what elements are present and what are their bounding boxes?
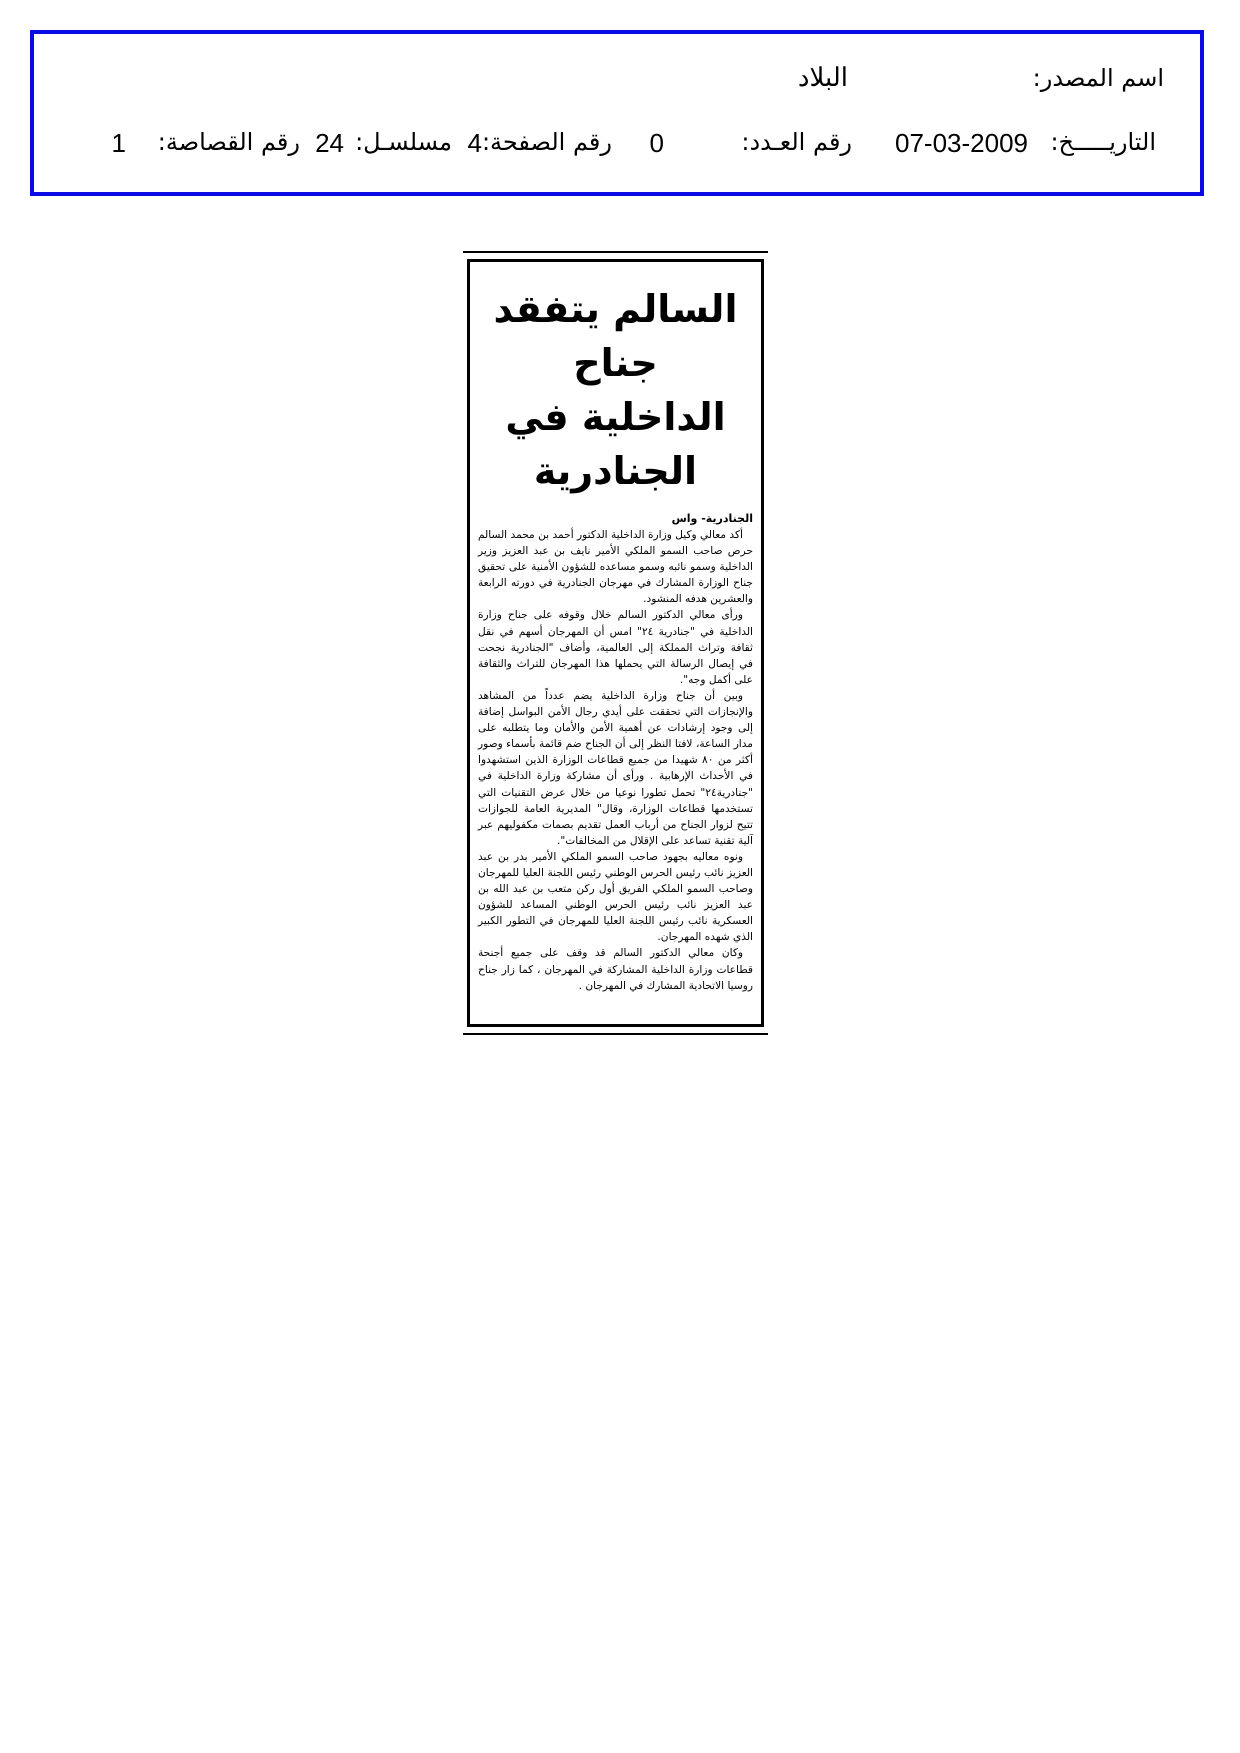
issue-value: 0 bbox=[649, 128, 664, 158]
article-headline bbox=[478, 282, 753, 498]
article-paragraph-1: أكد معالي وكيل وزارة الداخلية الدكتور أحمد بن محمد السالم حرص صاحب السمو الملكي الأمير نايف بن عبد العزيز وزير الداخلية وسمو نائبه وسمو مساعده للشؤون الأمنية على تحقيق جناح الوزارة المشارك في مهرجان الجنادرية في دورته الرابعة والعشرين هدفه المنشود. bbox=[478, 529, 753, 606]
article-paragraph-2: ورأى معالي الدكتور السالم خلال وقوفه على جناح وزارة الداخلية في "جنادرية ٢٤" امس أن المهرجان أسهم في نقل ثقافة وتراث المملكة إلى العالمية، وأضاف "الجنادرية نجحت في إيصال الرسالة التي يحملها هذا المهرجان للتراث والثقافة على أكمل وجه". bbox=[478, 609, 753, 686]
issue-label: رقم العـدد: bbox=[741, 128, 852, 156]
clip-top-rule bbox=[463, 251, 768, 253]
clipping-info-header bbox=[30, 30, 1204, 196]
article-dateline: الجنادرية- واس bbox=[671, 512, 753, 525]
clip-number-value: 1 bbox=[111, 128, 126, 158]
page-value: 4 bbox=[467, 128, 482, 158]
article-frame bbox=[467, 259, 764, 1027]
date-value: 07-03-2009 bbox=[895, 128, 1028, 158]
source-label: اسم المصدر: bbox=[1032, 64, 1164, 92]
serial-label: مسلسـل: bbox=[355, 128, 452, 156]
clip-bottom-rule bbox=[463, 1033, 768, 1035]
headline-line-1: السالم يتفقد جناح bbox=[493, 287, 738, 385]
article-paragraph-4: ونوه معاليه بجهود صاحب السمو الملكي الأمير بدر بن عبد العزيز نائب رئيس الحرس الوطني رئيس اللجنة العليا للمهرجان وصاحب السمو الملكي الفريق أول ركن متعب بن عبد الله بن عبد العزيز نائب رئيس الحرس الوطني المساعد للشؤون العسكرية نائب رئيس اللجنة العليا للمهرجان في التطور الكبير الذي شهده المهرجان. bbox=[478, 850, 753, 944]
article-paragraph-3: وبين أن جناح وزارة الداخلية يضم عدداً من المشاهد والإنجازات التي تحققت على أيدي رجال الأمن البواسل إضافة إلى وجود إرشادات عن أهمية الأمن والأمان وما يتطلبه على مدار الساعة، لافتا النظر إلى أن الجناح ضم قائمة بأسماء وصور أكثر من ٨٠ شهيدا من جميع قطاعات الوزارة الذين استشهدوا في الأحداث الإرهابية . ورأى أن مشاركة وزارة الداخلية في "جنادرية٢٤" تحمل تطورا نوعيا من خلال عرض التقنيات التي تستخدمها قطاعات الوزارة، وقال" المديرية العامة للجوازات تتيح لزوار الجناح من أرباب العمل تقديم بصمات مكفوليهم عبر آلية تقنية تساعد على الإقلال من المخالفات". bbox=[478, 689, 753, 847]
date-label: التاريـــــخ: bbox=[1050, 128, 1156, 156]
article-paragraph-5: وكان معالي الدكتور السالم قد وقف على جميع أجنحة قطاعات وزارة الداخلية المشاركة في المهرجان ، كما زار جناح روسيا الاتحادية المشارك في المهرجان . bbox=[478, 947, 753, 992]
serial-value: 24 bbox=[315, 128, 344, 158]
page-label: رقم الصفحة: bbox=[481, 128, 612, 156]
clip-number-label: رقم القصاصة: bbox=[157, 128, 300, 156]
headline-line-2: الداخلية في الجنادرية bbox=[505, 395, 726, 493]
source-value: البلاد bbox=[797, 62, 848, 92]
newspaper-clipping bbox=[463, 251, 768, 1035]
